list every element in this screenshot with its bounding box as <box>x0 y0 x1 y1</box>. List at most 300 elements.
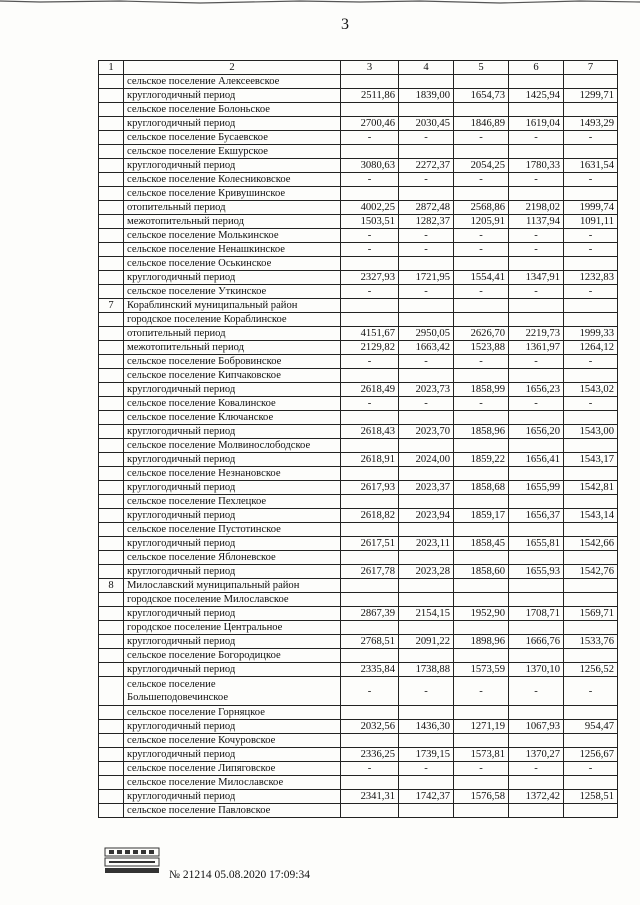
row-index <box>99 117 124 131</box>
value-cell <box>564 495 618 509</box>
value-cell: 1573,81 <box>454 748 509 762</box>
document-registration: № 21214 05.08.2020 17:09:34 <box>169 869 310 881</box>
value-cell <box>509 313 564 327</box>
value-cell: 1205,91 <box>454 215 509 229</box>
value-cell: 1858,45 <box>454 537 509 551</box>
value-cell: - <box>509 285 564 299</box>
value-cell: 2617,51 <box>341 537 399 551</box>
value-cell: - <box>399 397 454 411</box>
value-cell <box>564 75 618 89</box>
value-cell <box>454 649 509 663</box>
value-cell: 1347,91 <box>509 271 564 285</box>
col-header: 4 <box>399 61 454 75</box>
value-cell: - <box>399 229 454 243</box>
value-cell: 1663,42 <box>399 341 454 355</box>
row-index <box>99 453 124 467</box>
table-row <box>99 355 618 369</box>
page-number: 3 <box>341 16 349 33</box>
row-name: сельское поселение Пехлецкое <box>124 495 341 509</box>
row-name: сельское поселение Оськинское <box>124 257 341 271</box>
value-cell <box>564 439 618 453</box>
row-name: круглогодичный период <box>124 663 341 677</box>
value-cell: 1370,27 <box>509 748 564 762</box>
value-cell <box>454 299 509 313</box>
value-cell <box>454 439 509 453</box>
value-cell <box>509 621 564 635</box>
row-index <box>99 481 124 495</box>
value-cell <box>399 579 454 593</box>
value-cell: 1370,10 <box>509 663 564 677</box>
row-index <box>99 103 124 117</box>
table-row <box>99 327 618 341</box>
row-name: сельское поселение Кипчаковское <box>124 369 341 383</box>
table-row <box>99 467 618 481</box>
value-cell: - <box>509 355 564 369</box>
row-name: круглогодичный период <box>124 565 341 579</box>
table-row <box>99 299 618 313</box>
value-cell <box>454 369 509 383</box>
value-cell: 1858,99 <box>454 383 509 397</box>
value-cell: - <box>341 131 399 145</box>
table-row <box>99 509 618 523</box>
value-cell: 1780,33 <box>509 159 564 173</box>
table-row <box>99 89 618 103</box>
row-index <box>99 173 124 187</box>
value-cell <box>564 649 618 663</box>
row-index <box>99 383 124 397</box>
table-row <box>99 579 618 593</box>
value-cell <box>509 734 564 748</box>
value-cell: 1256,52 <box>564 663 618 677</box>
value-cell: - <box>564 762 618 776</box>
value-cell: - <box>509 677 564 706</box>
value-cell <box>564 299 618 313</box>
row-name: сельское поселение Болоньское <box>124 103 341 117</box>
row-index <box>99 75 124 89</box>
row-name: круглогодичный период <box>124 383 341 397</box>
row-index <box>99 607 124 621</box>
value-cell <box>341 776 399 790</box>
table-row <box>99 75 618 89</box>
value-cell: 1839,00 <box>399 89 454 103</box>
row-name: сельское поселение Яблоневское <box>124 551 341 565</box>
row-index <box>99 537 124 551</box>
table-row <box>99 103 618 117</box>
value-cell: 954,47 <box>564 720 618 734</box>
table-row <box>99 537 618 551</box>
row-name: круглогодичный период <box>124 537 341 551</box>
value-cell: - <box>454 285 509 299</box>
value-cell: 1859,22 <box>454 453 509 467</box>
table-row <box>99 117 618 131</box>
value-cell: 1067,93 <box>509 720 564 734</box>
col-header: 5 <box>454 61 509 75</box>
value-cell <box>509 411 564 425</box>
row-name: круглогодичный период <box>124 425 341 439</box>
value-cell: - <box>341 355 399 369</box>
value-cell <box>399 804 454 818</box>
value-cell <box>564 593 618 607</box>
value-cell: - <box>341 397 399 411</box>
value-cell: 2198,02 <box>509 201 564 215</box>
value-cell: 2335,84 <box>341 663 399 677</box>
value-cell: 1655,93 <box>509 565 564 579</box>
row-name: сельское поселение Пустотинское <box>124 523 341 537</box>
value-cell <box>341 621 399 635</box>
value-cell <box>399 523 454 537</box>
value-cell: 1091,11 <box>564 215 618 229</box>
value-cell <box>341 579 399 593</box>
value-cell <box>564 523 618 537</box>
value-cell: 1666,76 <box>509 635 564 649</box>
row-index <box>99 495 124 509</box>
value-cell <box>341 313 399 327</box>
table-row <box>99 720 618 734</box>
row-index <box>99 341 124 355</box>
row-index <box>99 467 124 481</box>
row-name: сельское поселение Уткинское <box>124 285 341 299</box>
value-cell: - <box>454 243 509 257</box>
value-cell: 2023,37 <box>399 481 454 495</box>
col-header: 2 <box>124 61 341 75</box>
value-cell: 4002,25 <box>341 201 399 215</box>
value-cell <box>399 257 454 271</box>
row-index <box>99 369 124 383</box>
value-cell: - <box>341 173 399 187</box>
value-cell <box>509 593 564 607</box>
value-cell: 1738,88 <box>399 663 454 677</box>
value-cell <box>564 103 618 117</box>
row-name: круглогодичный период <box>124 89 341 103</box>
value-cell <box>341 103 399 117</box>
value-cell <box>341 467 399 481</box>
value-cell: 2617,78 <box>341 565 399 579</box>
value-cell <box>509 706 564 720</box>
value-cell: - <box>454 229 509 243</box>
table-row <box>99 663 618 677</box>
value-cell: 2872,48 <box>399 201 454 215</box>
row-name: межотопительный период <box>124 341 341 355</box>
value-cell <box>341 439 399 453</box>
value-cell: 2023,94 <box>399 509 454 523</box>
row-name: сельское поселение Бобровинское <box>124 355 341 369</box>
value-cell <box>341 593 399 607</box>
row-index <box>99 89 124 103</box>
row-name: круглогодичный период <box>124 481 341 495</box>
table-row <box>99 369 618 383</box>
table-row <box>99 187 618 201</box>
row-name: круглогодичный период <box>124 509 341 523</box>
value-cell: 2030,45 <box>399 117 454 131</box>
value-cell <box>454 776 509 790</box>
value-cell <box>564 734 618 748</box>
row-name: сельское поселение Ковалинское <box>124 397 341 411</box>
row-index <box>99 313 124 327</box>
value-cell <box>399 776 454 790</box>
value-cell <box>564 467 618 481</box>
row-index <box>99 706 124 720</box>
table-row <box>99 593 618 607</box>
row-name: сельское поселение Молвинослободское <box>124 439 341 453</box>
table-row <box>99 776 618 790</box>
value-cell <box>399 467 454 481</box>
value-cell <box>509 523 564 537</box>
value-cell: 1543,02 <box>564 383 618 397</box>
row-name: круглогодичный период <box>124 159 341 173</box>
table-row <box>99 229 618 243</box>
table-row <box>99 131 618 145</box>
value-cell <box>341 145 399 159</box>
value-cell: - <box>564 355 618 369</box>
value-cell: - <box>509 397 564 411</box>
value-cell: 1542,66 <box>564 537 618 551</box>
value-cell <box>341 523 399 537</box>
value-cell <box>454 551 509 565</box>
value-cell <box>399 103 454 117</box>
value-cell <box>509 804 564 818</box>
value-cell <box>341 495 399 509</box>
value-cell: 1656,37 <box>509 509 564 523</box>
value-cell <box>399 411 454 425</box>
value-cell <box>399 621 454 635</box>
value-cell: 2626,70 <box>454 327 509 341</box>
value-cell <box>564 411 618 425</box>
row-name: круглогодичный период <box>124 748 341 762</box>
table-row <box>99 383 618 397</box>
value-cell: 1258,51 <box>564 790 618 804</box>
value-cell: 2023,73 <box>399 383 454 397</box>
row-name: сельское поселение Большеподовечинское <box>124 677 341 706</box>
value-cell: - <box>341 762 399 776</box>
value-cell: 1999,74 <box>564 201 618 215</box>
value-cell <box>509 145 564 159</box>
table-row <box>99 313 618 327</box>
row-name: сельское поселение Молькинское <box>124 229 341 243</box>
row-name: сельское поселение Ключанское <box>124 411 341 425</box>
table-row <box>99 804 618 818</box>
value-cell <box>399 187 454 201</box>
row-name: круглогодичный период <box>124 453 341 467</box>
value-cell <box>399 75 454 89</box>
value-cell: - <box>341 229 399 243</box>
row-name: Милославский муниципальный район <box>124 579 341 593</box>
table-row <box>99 145 618 159</box>
value-cell: - <box>399 677 454 706</box>
value-cell: 2154,15 <box>399 607 454 621</box>
row-index <box>99 145 124 159</box>
row-index <box>99 257 124 271</box>
table-row <box>99 271 618 285</box>
table-row <box>99 734 618 748</box>
row-name: круглогодичный период <box>124 117 341 131</box>
value-cell: 1655,81 <box>509 537 564 551</box>
value-cell <box>454 734 509 748</box>
value-cell <box>564 369 618 383</box>
table-row <box>99 285 618 299</box>
value-cell: 1425,94 <box>509 89 564 103</box>
value-cell <box>509 187 564 201</box>
table-row <box>99 411 618 425</box>
value-cell <box>509 75 564 89</box>
value-cell <box>341 649 399 663</box>
value-cell: 1256,67 <box>564 748 618 762</box>
value-cell: 1859,17 <box>454 509 509 523</box>
row-index <box>99 509 124 523</box>
row-index <box>99 776 124 790</box>
value-cell <box>454 145 509 159</box>
row-name: сельское поселение Липяговское <box>124 762 341 776</box>
value-cell: 1999,33 <box>564 327 618 341</box>
value-cell: 1858,96 <box>454 425 509 439</box>
row-index <box>99 762 124 776</box>
value-cell: - <box>454 131 509 145</box>
value-cell <box>341 551 399 565</box>
value-cell: 1898,96 <box>454 635 509 649</box>
row-index <box>99 229 124 243</box>
value-cell: - <box>509 229 564 243</box>
value-cell: 2091,22 <box>399 635 454 649</box>
value-cell: 1656,20 <box>509 425 564 439</box>
value-cell <box>454 593 509 607</box>
value-cell: 2618,82 <box>341 509 399 523</box>
value-cell: 1858,68 <box>454 481 509 495</box>
value-cell: 2024,00 <box>399 453 454 467</box>
col-header: 3 <box>341 61 399 75</box>
value-cell: 1493,29 <box>564 117 618 131</box>
value-cell <box>454 257 509 271</box>
value-cell: - <box>454 762 509 776</box>
value-cell: 2327,93 <box>341 271 399 285</box>
col-header: 1 <box>99 61 124 75</box>
row-name: круглогодичный период <box>124 635 341 649</box>
value-cell: - <box>564 397 618 411</box>
table-row <box>99 649 618 663</box>
value-cell <box>564 776 618 790</box>
value-cell: 1846,89 <box>454 117 509 131</box>
value-cell: 1436,30 <box>399 720 454 734</box>
row-index <box>99 397 124 411</box>
col-header: 6 <box>509 61 564 75</box>
col-header: 7 <box>564 61 618 75</box>
row-index <box>99 201 124 215</box>
value-cell: 4151,67 <box>341 327 399 341</box>
value-cell: - <box>399 173 454 187</box>
value-cell: 2023,11 <box>399 537 454 551</box>
row-name: отопительный период <box>124 201 341 215</box>
table-row <box>99 706 618 720</box>
value-cell: - <box>399 243 454 257</box>
value-cell: 2617,93 <box>341 481 399 495</box>
value-cell: 2336,25 <box>341 748 399 762</box>
row-name: сельское поселение Екшурское <box>124 145 341 159</box>
value-cell <box>399 495 454 509</box>
row-name: круглогодичный период <box>124 790 341 804</box>
value-cell: 1655,99 <box>509 481 564 495</box>
value-cell: - <box>564 677 618 706</box>
value-cell <box>454 706 509 720</box>
value-cell <box>454 523 509 537</box>
value-cell <box>564 257 618 271</box>
value-cell: 1264,12 <box>564 341 618 355</box>
row-index <box>99 439 124 453</box>
row-index <box>99 187 124 201</box>
table-row <box>99 748 618 762</box>
value-cell: 2032,56 <box>341 720 399 734</box>
value-cell: 1361,97 <box>509 341 564 355</box>
value-cell: 2618,43 <box>341 425 399 439</box>
value-cell <box>341 706 399 720</box>
table-row <box>99 621 618 635</box>
value-cell <box>509 579 564 593</box>
tariff-table <box>98 60 618 818</box>
value-cell <box>509 649 564 663</box>
value-cell <box>509 439 564 453</box>
value-cell: 3080,63 <box>341 159 399 173</box>
value-cell: 1858,60 <box>454 565 509 579</box>
row-index <box>99 593 124 607</box>
value-cell <box>341 734 399 748</box>
value-cell: 2054,25 <box>454 159 509 173</box>
table-row <box>99 159 618 173</box>
value-cell <box>399 299 454 313</box>
value-cell <box>564 579 618 593</box>
value-cell: - <box>509 243 564 257</box>
value-cell: - <box>564 285 618 299</box>
row-name: сельское поселение Кочуровское <box>124 734 341 748</box>
value-cell: 1721,95 <box>399 271 454 285</box>
value-cell <box>454 313 509 327</box>
value-cell <box>399 706 454 720</box>
value-cell <box>564 804 618 818</box>
value-cell: - <box>509 173 564 187</box>
value-cell <box>341 187 399 201</box>
value-cell <box>454 103 509 117</box>
row-index <box>99 635 124 649</box>
value-cell: 1708,71 <box>509 607 564 621</box>
header-row <box>99 61 618 75</box>
row-index <box>99 551 124 565</box>
value-cell: 1299,71 <box>564 89 618 103</box>
row-index <box>99 271 124 285</box>
row-index <box>99 790 124 804</box>
table-row <box>99 635 618 649</box>
table-row <box>99 453 618 467</box>
table-row <box>99 677 618 706</box>
row-index <box>99 663 124 677</box>
value-cell <box>454 804 509 818</box>
row-index <box>99 159 124 173</box>
value-cell: 1542,81 <box>564 481 618 495</box>
row-name: сельское поселение Милославское <box>124 776 341 790</box>
value-cell: 1656,41 <box>509 453 564 467</box>
value-cell: 2511,86 <box>341 89 399 103</box>
value-cell <box>509 467 564 481</box>
value-cell: 1543,17 <box>564 453 618 467</box>
value-cell <box>399 145 454 159</box>
value-cell: - <box>399 355 454 369</box>
table-row <box>99 201 618 215</box>
row-name: отопительный период <box>124 327 341 341</box>
value-cell: 1573,59 <box>454 663 509 677</box>
row-index <box>99 804 124 818</box>
row-name: сельское поселение Бусаевское <box>124 131 341 145</box>
scan-edge-mark <box>0 0 640 8</box>
row-name: сельское поселение Незнановское <box>124 467 341 481</box>
value-cell: - <box>399 285 454 299</box>
row-index <box>99 285 124 299</box>
table-body <box>99 75 618 818</box>
value-cell <box>509 103 564 117</box>
